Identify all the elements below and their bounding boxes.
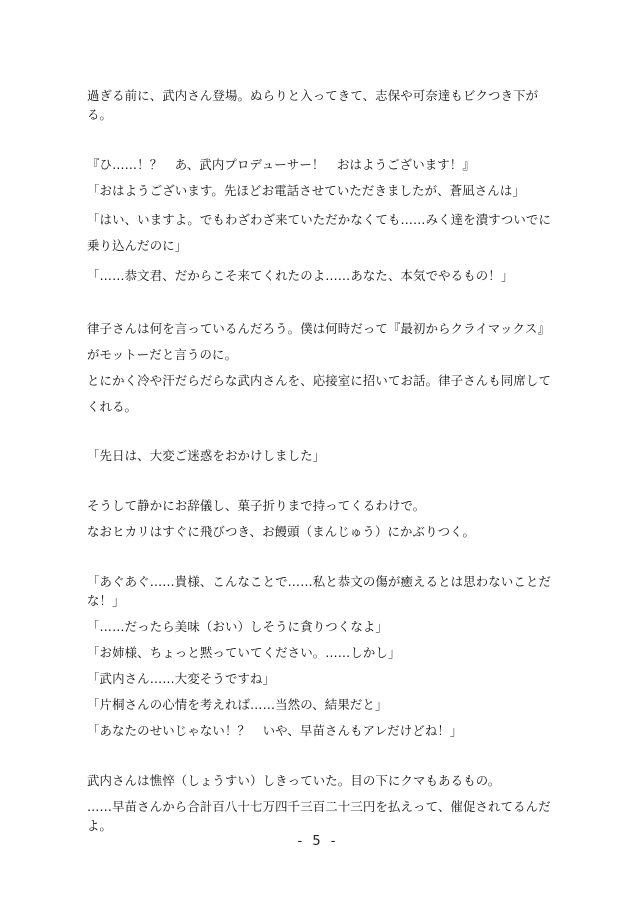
paragraph-line: ……早苗さんから合計百八十七万四千三百二十三円を払えって、催促されてるんだよ。 <box>87 799 551 833</box>
dialogue-line: 「武内さん……大変そうですね」 <box>87 671 276 686</box>
paragraph-line: なおヒカリはすぐに飛びつき、お饅頭（まんじゅう）にかぶりつく。 <box>87 524 476 539</box>
dialogue-line: 「片桐さんの心情を考えれば……当然の、結果だと」 <box>87 697 388 712</box>
paragraph-line: 律子さんは何を言っているんだろう。僕は何時だって『最初からクライマックス』がモットーだと言うのに。 <box>87 321 551 362</box>
paragraph-line: そうして静かにお辞儀し、菓子折りまで持ってくるわけで。 <box>87 498 426 513</box>
blank-line <box>87 472 561 496</box>
dialogue-line: 「あぐあぐ……貴様、こんなことで……私と恭文の傷が癒えるとは思わないことだな！」 <box>87 574 552 608</box>
blank-line <box>87 131 561 155</box>
paragraph-line: 武内さんは憔悴（しょうすい）しきっていた。目の下にクマもあるもの。 <box>87 773 501 788</box>
dialogue-line: 「お姉様、ちょっと黙っていてください。……しかし」 <box>87 645 401 660</box>
paragraph-line: とにかく冷や汗だらだらな武内さんを、応接室に招いてお話。律子さんも同席してくれる。 <box>87 373 552 414</box>
dialogue-line: 「……だったら美味（おい）しそうに貪りつくなよ」 <box>87 619 388 634</box>
blank-line <box>87 747 561 771</box>
dialogue-line: 「おはようございます。先ほどお電話させていただきましたが、蒼凪さんは」 <box>87 183 525 198</box>
paragraph-line: 過ぎる前に、武内さん登場。ぬらりと入ってきて、志保や可奈達もビクつき下がる。 <box>87 88 539 122</box>
dialogue-line: 『ひ……！？ あ、武内プロデューサー！ おはようございます！』 <box>87 157 475 172</box>
dialogue-line: 「あなたのせいじゃない！？ いや、早苗さんもアレだけどね！」 <box>87 723 463 738</box>
dialogue-line: 「はい、いますよ。でもわざわざ来ていただかなくても……みく達を潰すついでに乗り込んだのに」 <box>87 212 552 253</box>
body-text <box>87 86 561 842</box>
dialogue-line: 「……恭文君、だからこそ来てくれたのよ……あなた、本気でやるもの！」 <box>87 268 514 283</box>
blank-line <box>87 548 561 572</box>
blank-line <box>87 292 561 316</box>
blank-line <box>87 420 561 446</box>
page-number: - 5 - <box>297 834 339 849</box>
dialogue-line: 「先日は、大変ご迷惑をおかけしました」 <box>87 448 326 463</box>
